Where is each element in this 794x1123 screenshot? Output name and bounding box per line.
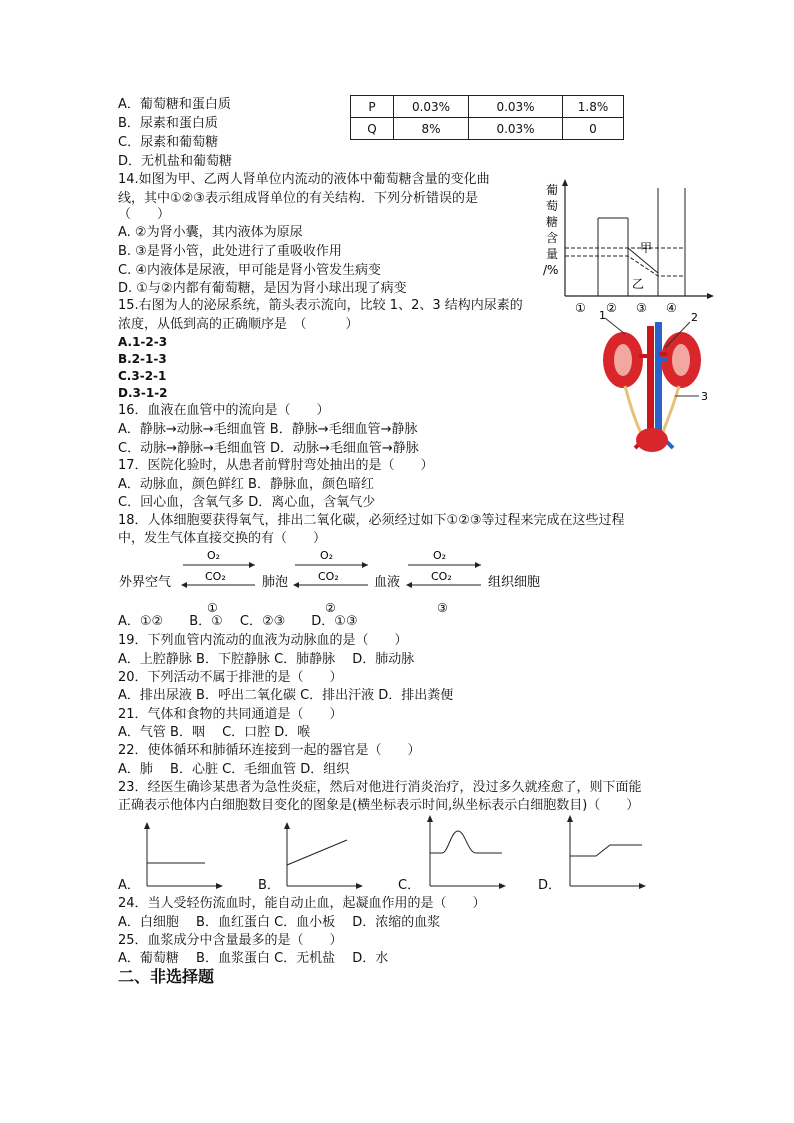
table-row bbox=[351, 96, 624, 118]
node-tissue-cells: 组织细胞 bbox=[488, 575, 541, 590]
process-number: ③ bbox=[437, 601, 448, 615]
chart-series-label: 乙 bbox=[632, 277, 645, 291]
q14-stem-line3: （ ） bbox=[118, 207, 171, 222]
q20-options: A．排出尿液 B．呼出二氧化碳 C．排出汗液 D．排出粪便 bbox=[118, 688, 454, 703]
chart-ylabel-char: 量 bbox=[546, 247, 559, 261]
chart-series-yi bbox=[565, 256, 685, 276]
q19-stem: 19．下列血管内流动的血液为动脉血的是（ ） bbox=[118, 633, 408, 648]
arrow-icon bbox=[216, 883, 223, 889]
chart-ylabel-char: /% bbox=[543, 263, 559, 277]
graph-curve bbox=[570, 845, 642, 856]
arrow-right-icon bbox=[475, 562, 481, 568]
arrow-right-icon bbox=[249, 562, 255, 568]
ureter-left bbox=[625, 386, 643, 438]
kidney-pelvis bbox=[614, 344, 632, 376]
q23-stem-line1: 23．经医生确诊某患者为急性炎症，然后对他进行消炎治疗，没过多久就痊愈了，则下面能 bbox=[118, 780, 642, 795]
chart-ylabel-char: 萄 bbox=[546, 199, 559, 213]
q16-stem: 16．血液在血管中的流向是（ ） bbox=[118, 403, 330, 418]
q23-label-d: D． bbox=[538, 878, 562, 893]
process-number: ② bbox=[325, 601, 336, 615]
q15-option-a: A.1-2-3 bbox=[118, 335, 168, 349]
table-row bbox=[351, 118, 624, 140]
q13-option-d: D．无机盐和葡萄糖 bbox=[118, 154, 233, 169]
q14-option-b: B. ③是肾小管，此处进行了重吸收作用 bbox=[118, 244, 342, 259]
q18-stem-line1: 18．人体细胞要获得氧气，排出二氧化碳，必须经过如下①②③等过程来完成在这些过程 bbox=[118, 513, 625, 528]
q22-options: A．肺 B．心脏 C．毛细血管 D．组织 bbox=[118, 762, 350, 777]
chart-series-label: 甲 bbox=[640, 241, 653, 255]
arrow-left-icon bbox=[181, 582, 187, 588]
q18-options: A．①② B．① C．②③ D．①③ bbox=[118, 614, 358, 629]
graph-curve bbox=[430, 831, 502, 853]
q16-options-1: A．静脉→动脉→毛细血管 B．静脉→毛细血管→静脉 bbox=[118, 422, 418, 437]
table-cell: 0 bbox=[563, 118, 624, 140]
exchange-arrows-3 bbox=[406, 549, 481, 615]
section-title-non-choice: 二、非选择题 bbox=[118, 967, 215, 986]
q17-options-2: C．回心血，含氧气多 D．离心血，含氧气少 bbox=[118, 495, 376, 510]
o2-label: O₂ bbox=[320, 549, 334, 562]
q23-graph-c bbox=[418, 813, 508, 892]
q14-option-a: A. ②为肾小囊，其内液体为原尿 bbox=[118, 225, 303, 240]
node-blood: 血液 bbox=[374, 575, 401, 590]
arrow-right-icon bbox=[362, 562, 368, 568]
q13-option-b: B．尿素和蛋白质 bbox=[118, 116, 218, 131]
node-outside-air: 外界空气 bbox=[119, 575, 172, 590]
chart-ylabel-char: 葡 bbox=[546, 183, 559, 197]
q24-stem: 24．当人受轻伤流血时，能自动止血，起凝血作用的是（ ） bbox=[118, 896, 486, 911]
table-cell: 0.03% bbox=[469, 118, 563, 140]
q23-graph-d bbox=[558, 813, 648, 892]
q16-options-2: C．动脉→静脉→毛细血管 D．动脉→毛细血管→静脉 bbox=[118, 441, 419, 456]
q15-option-b: B.2-1-3 bbox=[118, 352, 167, 366]
chart-tick-label: ④ bbox=[666, 301, 677, 315]
q13-option-c: C．尿素和葡萄糖 bbox=[118, 135, 219, 150]
chart-ylabel-char: 糖 bbox=[546, 215, 559, 229]
q14-option-c: C. ④内液体是尿液，甲可能是肾小管发生病变 bbox=[118, 263, 381, 278]
ureter-right bbox=[661, 386, 679, 438]
q13-table bbox=[350, 95, 624, 140]
table-cell: 8% bbox=[394, 118, 469, 140]
arrow-left-icon bbox=[293, 582, 299, 588]
q14-stem-line1: 14.如图为甲、乙两人肾单位内流动的液体中葡萄糖含量的变化曲 bbox=[118, 172, 490, 187]
q23-label-c: C． bbox=[398, 878, 421, 893]
q20-stem: 20．下列活动不属于排泄的是（ ） bbox=[118, 670, 343, 685]
q23-stem-line2: 正确表示他体内白细胞数目变化的图象是(横坐标表示时间,纵坐标表示白细胞数目)（ ） bbox=[118, 798, 640, 813]
structure-label-1: 1 bbox=[599, 309, 606, 322]
table-cell: 1.8% bbox=[563, 96, 624, 118]
q23-graph-a bbox=[135, 820, 225, 892]
arrow-icon bbox=[284, 822, 290, 829]
q14-glucose-chart bbox=[540, 178, 730, 318]
o2-label: O₂ bbox=[207, 549, 221, 562]
co2-label: CO₂ bbox=[318, 570, 339, 583]
process-number: ① bbox=[207, 601, 218, 615]
q15-option-d: D.3-1-2 bbox=[118, 386, 168, 400]
arrow-left-icon bbox=[406, 582, 412, 588]
q21-options: A．气管 B．咽 C．口腔 D．喉 bbox=[118, 725, 311, 740]
bladder bbox=[636, 428, 668, 452]
q17-options-1: A．动脉血，颜色鲜红 B．静脉血，颜色暗红 bbox=[118, 477, 374, 492]
co2-label: CO₂ bbox=[431, 570, 452, 583]
q15-stem-line2: 浓度，从低到高的正确顺序是 （ ） bbox=[118, 317, 359, 332]
kidney-pelvis bbox=[672, 344, 690, 376]
q15-option-c: C.3-2-1 bbox=[118, 369, 167, 383]
q13-option-a: A．葡萄糖和蛋白质 bbox=[118, 97, 231, 112]
gas-exchange-diagram bbox=[115, 548, 575, 616]
exchange-arrows-1 bbox=[181, 549, 255, 615]
q21-stem: 21．气体和食物的共同通道是（ ） bbox=[118, 707, 343, 722]
chart-tick-label: ② bbox=[606, 301, 617, 315]
q25-options: A．葡萄糖 B．血浆蛋白 C．无机盐 D．水 bbox=[118, 951, 389, 966]
q23-graph-b bbox=[275, 820, 365, 892]
o2-label: O₂ bbox=[433, 549, 447, 562]
table-cell: Q bbox=[351, 118, 394, 140]
q14-option-d: D. ①与②内都有葡萄糖，是因为肾小球出现了病变 bbox=[118, 281, 407, 296]
arrow-icon bbox=[567, 815, 573, 822]
aorta bbox=[647, 326, 654, 434]
arrow-icon bbox=[562, 179, 568, 186]
structure-label-3: 3 bbox=[701, 390, 708, 403]
q23-label-a: A． bbox=[118, 878, 140, 893]
q23-label-b: B． bbox=[258, 878, 280, 893]
exchange-arrows-2 bbox=[293, 549, 368, 615]
chart-tick-label: ③ bbox=[636, 301, 647, 315]
structure-label-2: 2 bbox=[691, 311, 698, 324]
arrow-icon bbox=[639, 883, 646, 889]
table-cell: P bbox=[351, 96, 394, 118]
arrow-icon bbox=[356, 883, 363, 889]
table-cell: 0.03% bbox=[394, 96, 469, 118]
arrow-icon bbox=[427, 815, 433, 822]
q22-stem: 22．使体循环和肺循环连接到一起的器官是（ ） bbox=[118, 743, 421, 758]
arrow-icon bbox=[144, 822, 150, 829]
q19-options: A．上腔静脉 B．下腔静脉 C．肺静脉 D．肺动脉 bbox=[118, 652, 415, 667]
graph-curve bbox=[287, 840, 347, 865]
table-cell: 0.03% bbox=[469, 96, 563, 118]
q18-stem-line2: 中，发生气体直接交换的有（ ） bbox=[118, 531, 327, 546]
arrow-icon bbox=[499, 883, 506, 889]
q25-stem: 25．血浆成分中含量最多的是（ ） bbox=[118, 933, 343, 948]
chart-ylabel-char: 含 bbox=[546, 231, 559, 245]
leader-line bbox=[605, 318, 625, 334]
co2-label: CO₂ bbox=[205, 570, 226, 583]
q17-stem: 17．医院化验时，从患者前臂肘弯处抽出的是（ ） bbox=[118, 458, 434, 473]
q14-stem-line2: 线，其中①②③表示组成肾单位的有关结构．下列分析错误的是 bbox=[118, 191, 478, 206]
q15-stem-line1: 15.右图为人的泌尿系统，箭头表示流向，比较 1、2、3 结构内尿素的 bbox=[118, 298, 523, 313]
chart-tick-label: ① bbox=[575, 301, 586, 315]
q24-options: A．白细胞 B．血红蛋白 C．血小板 D．浓缩的血浆 bbox=[118, 915, 441, 930]
vena-cava bbox=[655, 322, 662, 434]
urinary-system-illustration bbox=[595, 308, 715, 458]
arrow-icon bbox=[707, 293, 714, 299]
node-alveoli: 肺泡 bbox=[262, 575, 289, 590]
